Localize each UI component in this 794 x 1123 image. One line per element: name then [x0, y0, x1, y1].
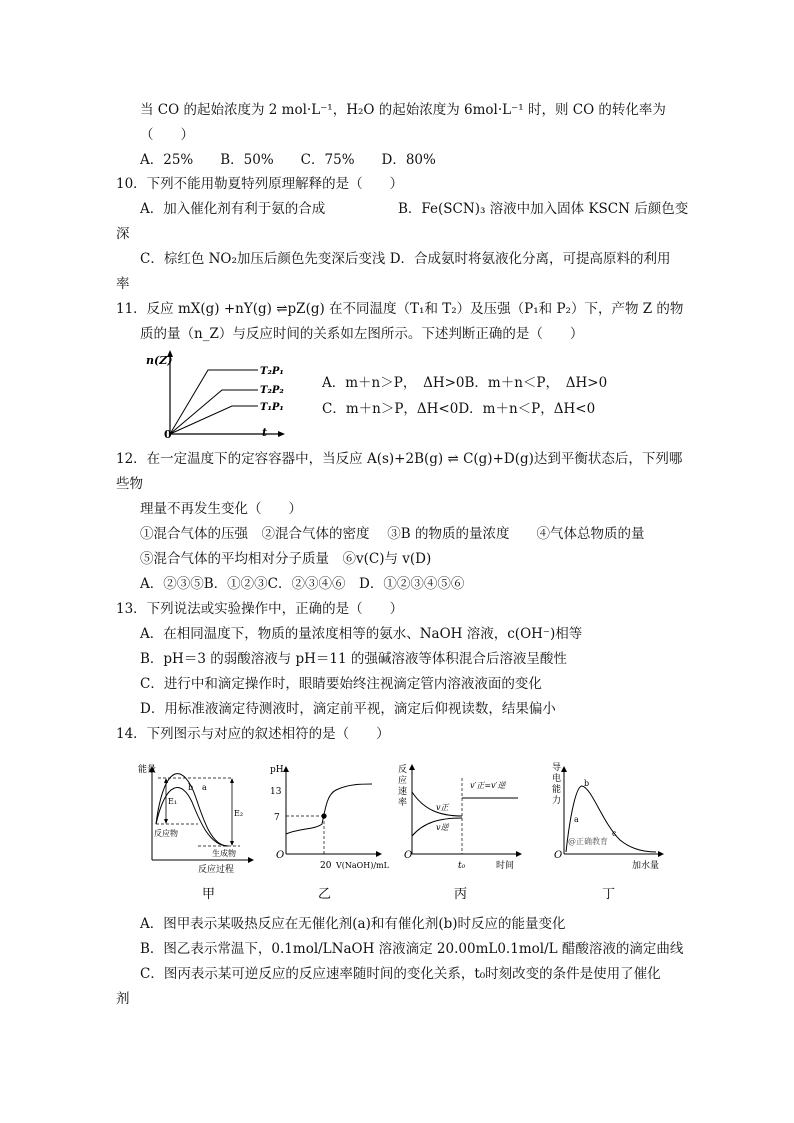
ding-c: c	[612, 829, 617, 838]
bing-xlabel: 时间	[496, 861, 515, 871]
bing-ylabel-2: 应	[398, 776, 408, 786]
ding-origin: O	[554, 850, 563, 861]
jia-caption: 甲	[202, 887, 216, 902]
q13-stem: 13．下列说法或实验操作中，正确的是（ ）	[116, 601, 404, 617]
label-t2p2: T₂P₂	[260, 385, 284, 396]
jia-b: b	[188, 783, 194, 792]
q10-stem: 10．下列不能用勒夏特列原理解释的是（ ）	[116, 176, 404, 192]
q12-stem-wrap: 些物	[116, 476, 143, 492]
jia-product: 生成物	[212, 849, 236, 858]
q10-option-a: A．加入催化剂有利于氨的合成	[140, 201, 326, 217]
q13-option-b: B．pH＝3 的弱酸溶液与 pH＝11 的强碱溶液等体积混合后溶液呈酸性	[140, 651, 567, 667]
label-t1p1: T₁P₁	[260, 402, 284, 413]
q12-items-line1: ①混合气体的压强 ②混合气体的密度 ③B 的物质的量浓度 ④气体总物质的量	[140, 526, 645, 542]
q14-stem: 14．下列图示与对应的叙述相符的是（ ）	[116, 726, 390, 742]
jia-reactant: 反应物	[154, 829, 178, 838]
ding-ylabel-4: 力	[552, 796, 562, 806]
yi-y13: 13	[270, 787, 282, 797]
x-axis-arrow	[278, 431, 285, 437]
ding-caption: 丁	[602, 887, 616, 902]
ding-b: b	[584, 779, 590, 788]
curve-t1p1	[170, 406, 258, 434]
yi-xlabel: V(NaOH)/mL	[336, 861, 389, 870]
bing-t0: t₀	[458, 861, 466, 871]
bing-ylabel-3: 速	[398, 787, 408, 797]
q13-option-a: A．在相同温度下，物质的量浓度相等的氨水、NaOH 溶液，c(OH⁻)相等	[140, 626, 583, 642]
q13-option-d: D．用标准液滴定待测液时，滴定前平视，滴定后仰视读数，结果偏小	[140, 701, 556, 717]
q10-option-cd-wrap: 率	[116, 276, 130, 292]
jia-xlabel: 反应过程	[198, 865, 235, 875]
q14-figure-ding	[540, 756, 670, 904]
q11-options-cd: C．m＋n＞P，ΔH<0D．m＋n＜P，ΔH<0	[322, 401, 596, 417]
q14-option-b: B．图乙表示常温下，0.1mol/LNaOH 溶液滴定 20.00mL0.1mol/L 醋酸溶液的滴定曲线	[140, 941, 684, 957]
ding-a: a	[574, 815, 579, 824]
bing-vequal: v′正=v′逆	[470, 781, 506, 790]
yi-x20: 20	[320, 861, 332, 871]
bing-vz: v正	[436, 803, 449, 812]
ding-ylabel-3: 能	[552, 785, 562, 795]
q11-options-ab: A．m＋n＞P， ΔH>0B．m＋n＜P， ΔH>0	[322, 375, 608, 391]
bing-ylabel-4: 率	[398, 798, 408, 808]
ding-watermark: @正确教育	[568, 837, 608, 846]
yi-titration-curve	[286, 784, 372, 834]
yi-caption: 乙	[318, 887, 332, 902]
bing-caption: 丙	[454, 887, 468, 902]
q9-options: A．25% B．50% C．75% D．80%	[140, 152, 436, 168]
q13-option-c: C．进行中和滴定操作时，眼睛要始终注视滴定管内溶液液面的变化	[140, 676, 542, 692]
q14-option-a: A．图甲表示某吸热反应在无催化剂(a)和有催化剂(b)时反应的能量变化	[140, 916, 566, 932]
q14-option-c: C．图丙表示某可逆反应的反应速率随时间的变化关系，t₀时刻改变的条件是使用了催化	[140, 966, 661, 982]
y-axis-label: n(Z)	[146, 354, 173, 367]
q9-line1: 当 CO 的起始浓度为 2 mol·L⁻¹，H₂O 的起始浓度为 6mol·L⁻¹ 时，则 CO 的转化率为	[140, 102, 666, 118]
ding-ylabel-1: 导	[552, 763, 562, 773]
jia-a: a	[202, 783, 207, 792]
bing-origin: O	[404, 850, 413, 861]
x-axis-label: t	[262, 426, 268, 439]
q12-items-line2: ⑤混合气体的平均相对分子质量 ⑥v(C)与 v(D)	[140, 551, 432, 567]
q12-options: A．②③⑤B．①②③C．②③④⑥ D．①②③④⑤⑥	[140, 576, 465, 592]
yi-origin: O	[276, 850, 285, 861]
q11-stem-line2: 质的量（n_Z）与反应时间的关系如左图所示。下述判断正确的是（ ）	[140, 326, 584, 342]
ding-xlabel: 加水量	[632, 861, 660, 871]
q14-option-c-wrap: 剂	[116, 991, 130, 1007]
yi-equivalence-point	[321, 813, 326, 818]
jia-e1: E₁	[168, 797, 178, 806]
q14-figure-jia	[138, 758, 258, 904]
jia-e2: E₂	[234, 809, 244, 818]
yi-ylabel: pH	[270, 765, 284, 775]
q10-option-cd: C．棕红色 NO₂加压后颜色先变深后变浅 D．合成氨时将氨液化分离，可提高原料的利用	[140, 251, 671, 267]
bing-vn: v逆	[436, 823, 449, 832]
q11-stem-line1: 11．反应 mX(g) +nY(g) ⇌pZ(g) 在不同温度（T₁和 T₂）及压强（P₁和 P₂）下，产物 Z 的物	[116, 301, 684, 317]
label-t2p1: T₂P₁	[260, 366, 284, 377]
yi-y7: 7	[274, 813, 280, 823]
q12-stem-line1: 12．在一定温度下的定容容器中，当反应 A(s)+2B(g) ⇌ C(g)+D(g)达到平衡状态后，下列哪	[116, 451, 683, 467]
q10-option-b: B．Fe(SCN)₃ 溶液中加入固体 KSCN 后颜色变	[398, 201, 689, 217]
origin-label: 0	[164, 428, 172, 440]
q14-figure-bing	[398, 758, 528, 904]
q12-stem-line2: 理量不再发生变化（ ）	[140, 501, 302, 517]
curve-t2p1	[170, 370, 258, 434]
ding-ylabel-2: 电	[552, 774, 562, 784]
bing-ylabel-1: 反	[398, 765, 408, 775]
jia-ylabel: 能量	[138, 765, 157, 775]
q10-option-b-wrap: 深	[116, 226, 130, 242]
q11-nz-time-graph	[140, 348, 290, 440]
q9-blank: （ ）	[140, 127, 194, 143]
q14-figure-yi	[270, 758, 390, 904]
